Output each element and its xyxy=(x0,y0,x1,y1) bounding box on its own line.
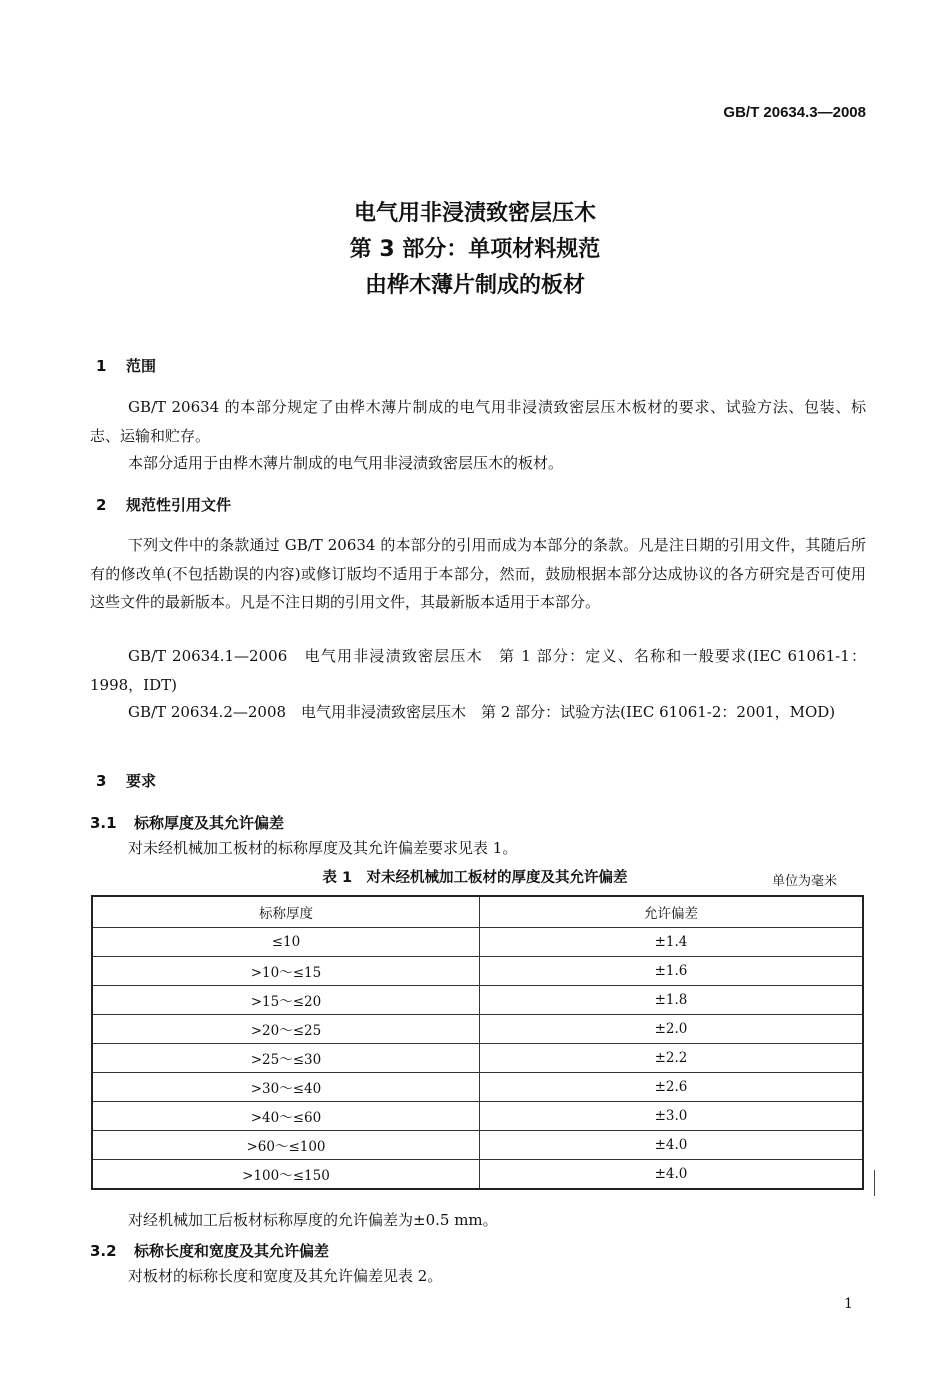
change-bar-mark xyxy=(874,1170,875,1196)
section-title: 范围 xyxy=(126,357,157,375)
table-row xyxy=(92,928,863,957)
tolerance-cell: ±4.0 xyxy=(480,1160,864,1190)
standard-code: GB/T 20634.3—2008 xyxy=(723,104,866,121)
table-1-unit: 单位为毫米 xyxy=(772,874,838,889)
tolerance-cell: ±2.2 xyxy=(480,1044,864,1073)
subsection-number: 3.1 xyxy=(90,814,117,832)
nominal-thickness-cell: >30～≤40 xyxy=(92,1073,480,1102)
table-row xyxy=(92,1131,863,1160)
subsection-title: 标称厚度及其允许偏差 xyxy=(134,814,285,832)
nominal-thickness-cell: >60～≤100 xyxy=(92,1131,480,1160)
nominal-thickness-cell: >100～≤150 xyxy=(92,1160,480,1190)
subsection-3-1-intro: 对未经机械加工板材的标称厚度及其允许偏差要求见表 1。 xyxy=(128,839,518,857)
table-row xyxy=(92,986,863,1015)
table-1-caption: 表 1 对未经机械加工板材的厚度及其允许偏差 xyxy=(322,870,628,886)
tolerance-cell: ±3.0 xyxy=(480,1102,864,1131)
normative-reference-1: GB/T 20634.1—2006 电气用非浸渍致密层压木 第 1 部分：定义、名称和一般要求(IEC 61061-1：1998，IDT) xyxy=(90,647,866,694)
title-line-3: 由桦木薄片制成的板材 xyxy=(364,273,585,298)
table-row xyxy=(92,1015,863,1044)
table-row xyxy=(92,1102,863,1131)
column-header-nominal-thickness: 标称厚度 xyxy=(92,896,480,928)
nominal-thickness-cell: >15～≤20 xyxy=(92,986,480,1015)
subsection-number: 3.2 xyxy=(90,1242,117,1260)
tolerance-cell: ±1.4 xyxy=(480,928,864,957)
subsection-3-2-heading xyxy=(90,1240,329,1261)
table-row xyxy=(92,1160,863,1190)
table-row xyxy=(92,957,863,986)
section-number: 3 xyxy=(96,772,107,790)
section-1-heading xyxy=(96,355,156,376)
column-header-tolerance: 允许偏差 xyxy=(480,896,864,928)
table-header-row xyxy=(92,896,863,928)
title-line-2: 第 3 部分：单项材料规范 xyxy=(349,237,601,262)
nominal-thickness-cell: >20～≤25 xyxy=(92,1015,480,1044)
section-1-paragraph-2: 本部分适用于由桦木薄片制成的电气用非浸渍致密层压木的板材。 xyxy=(128,454,564,472)
table-row xyxy=(92,1044,863,1073)
nominal-thickness-cell: >40～≤60 xyxy=(92,1102,480,1131)
tolerance-table xyxy=(91,895,864,1190)
tolerance-cell: ±1.8 xyxy=(480,986,864,1015)
nominal-thickness-cell: >25～≤30 xyxy=(92,1044,480,1073)
section-3-heading xyxy=(96,770,156,791)
section-number: 2 xyxy=(96,496,107,514)
section-number: 1 xyxy=(96,357,107,375)
normative-reference-2: GB/T 20634.2—2008 电气用非浸渍致密层压木 第 2 部分：试验方法(IEC 61061-2：2001，MOD) xyxy=(128,703,836,721)
page-number: 1 xyxy=(844,1296,853,1312)
tolerance-cell: ±2.0 xyxy=(480,1015,864,1044)
tolerance-cell: ±4.0 xyxy=(480,1131,864,1160)
nominal-thickness-cell: ≤10 xyxy=(92,928,480,957)
nominal-thickness-cell: >10～≤15 xyxy=(92,957,480,986)
subsection-title: 标称长度和宽度及其允许偏差 xyxy=(134,1242,330,1260)
section-title: 规范性引用文件 xyxy=(126,496,232,514)
title-line-1: 电气用非浸渍致密层压木 xyxy=(353,201,596,226)
tolerance-cell: ±2.6 xyxy=(480,1073,864,1102)
subsection-3-2-intro: 对板材的标称长度和宽度及其允许偏差见表 2。 xyxy=(128,1267,443,1285)
machined-tolerance-note: 对经机械加工后板材标称厚度的允许偏差为±0.5 mm。 xyxy=(128,1211,498,1229)
subsection-3-1-heading xyxy=(90,812,284,833)
section-2-paragraph-1: 下列文件中的条款通过 GB/T 20634 的本部分的引用而成为本部分的条款。凡是注日期的引用文件，其随后所有的修改单(不包括勘误的内容)或修订版均不适用于本部分，然而，鼓励根据本部分达成协议的各方研究是否可使用这些文件的最新版本。凡是不注日期的引用文件，其最新版本适用于本部分。 xyxy=(90,536,866,611)
section-title: 要求 xyxy=(126,772,157,790)
section-1-paragraph-1: GB/T 20634 的本部分规定了由桦木薄片制成的电气用非浸渍致密层压木板材的要求、试验方法、包装、标志、运输和贮存。 xyxy=(90,398,866,445)
section-2-heading xyxy=(96,494,231,515)
table-row xyxy=(92,1073,863,1102)
tolerance-cell: ±1.6 xyxy=(480,957,864,986)
